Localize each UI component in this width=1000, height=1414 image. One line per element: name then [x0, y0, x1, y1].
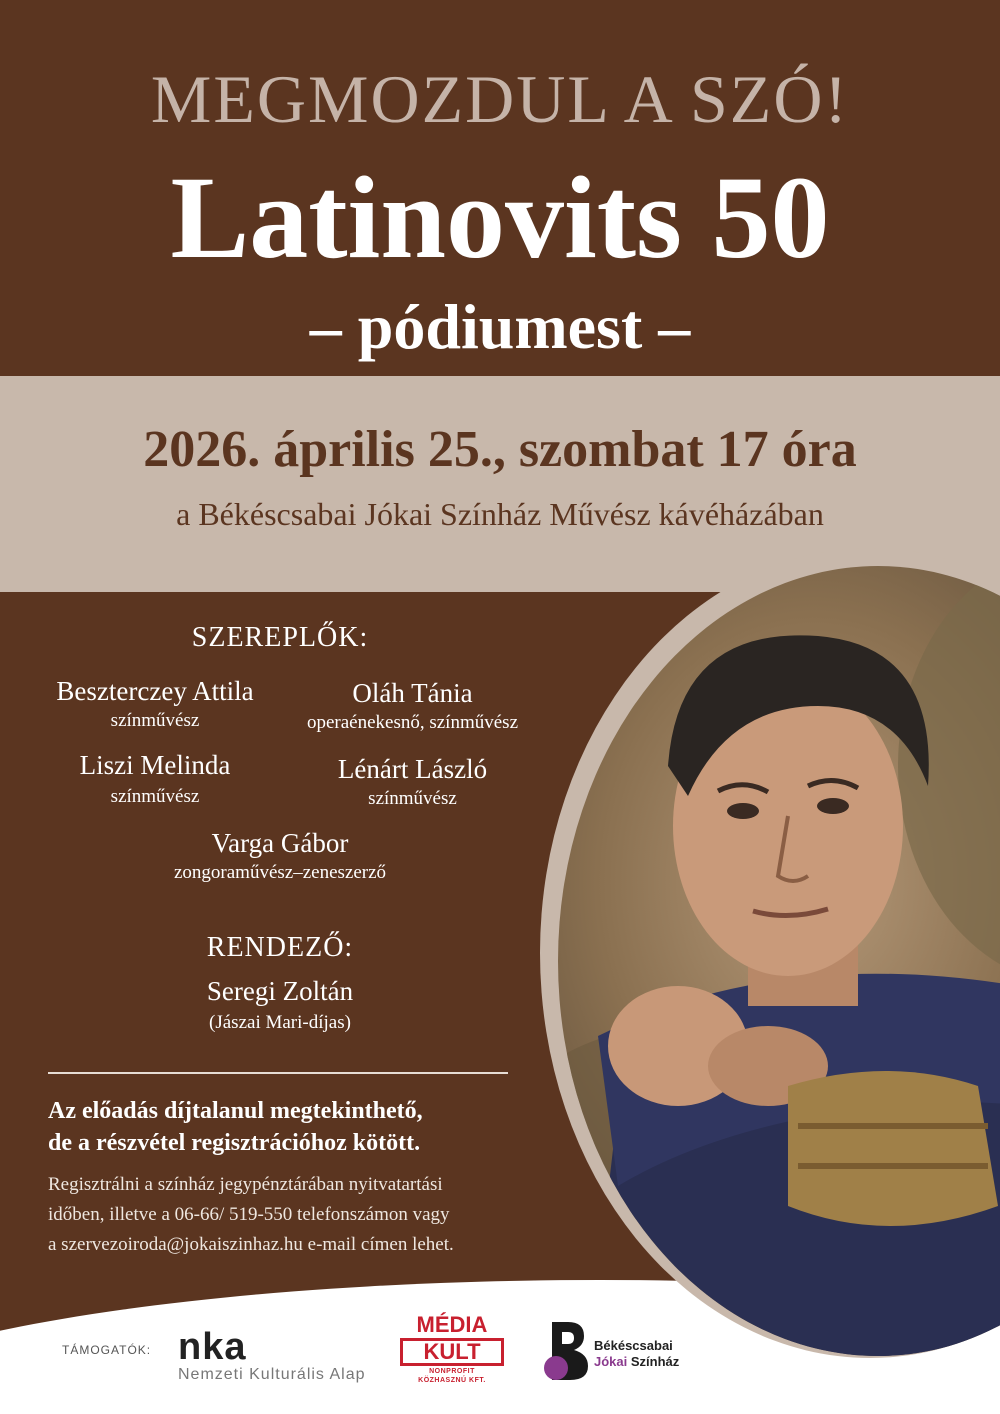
- director-name: Seregi Zoltán: [206, 976, 354, 1006]
- mediakult-small1: NONPROFIT: [429, 1368, 475, 1375]
- kicker-title: MEGMOZDUL A SZÓ!: [150, 61, 850, 137]
- cast-name: Oláh Tánia: [352, 678, 473, 708]
- theatre-name-line1: Békéscsabai: [594, 1338, 673, 1353]
- mediakult-top: MÉDIA: [416, 1312, 488, 1337]
- notice-line: Az előadás díjtalanul megtekinthető,: [48, 1098, 423, 1124]
- nka-logo: nka: [178, 1326, 247, 1368]
- cast-role: színművész: [110, 786, 200, 807]
- cast-role: zongoraművész–zeneszerző: [173, 862, 387, 883]
- mediakult-logo: [400, 1314, 504, 1384]
- portrait-photo: [558, 566, 1000, 1356]
- cast-role: operaénekesnő, színművész: [306, 712, 519, 733]
- event-date: 2026. április 25., szombat 17 óra: [143, 421, 857, 478]
- info-line: időben, illetve a 06-66/ 519-550 telefonszámon vagy: [48, 1204, 450, 1225]
- sponsors-label: TÁMOGATÓK:: [62, 1343, 152, 1357]
- event-venue: a Békéscsabai Jókai Színház Művész kávéházában: [176, 496, 824, 532]
- divider: [48, 1072, 508, 1074]
- theatre-name-jokai: Jókai: [594, 1354, 628, 1369]
- cast-name: Lénárt László: [337, 754, 488, 784]
- director-heading: RENDEZŐ:: [206, 932, 354, 963]
- portrait-illustration: [558, 566, 1000, 1356]
- cast-heading: SZEREPLŐK:: [191, 622, 369, 653]
- portrait-frame: [540, 548, 1000, 1358]
- notice-line: de a részvétel regisztrációhoz kötött.: [48, 1130, 421, 1156]
- nka-full-name: Nemzeti Kulturális Alap: [178, 1366, 366, 1383]
- cast-name: Beszterczey Attila: [56, 676, 254, 706]
- info-line: a szervezoiroda@jokaiszinhaz.hu e-mail címen lehet.: [48, 1234, 454, 1255]
- theatre-name-line2: [594, 1354, 679, 1369]
- theatre-logo-icon: [538, 1318, 592, 1384]
- cast-name: Liszi Melinda: [79, 750, 231, 780]
- subtitle: – pódiumest –: [309, 291, 691, 362]
- theatre-name-szinhaz: Színház: [630, 1354, 680, 1369]
- director-note: (Jászai Mari-díjas): [209, 1012, 351, 1033]
- cast-role: színművész: [368, 788, 457, 809]
- mediakult-small2: KÖZHASZNÚ KFT.: [418, 1377, 486, 1384]
- info-line: Regisztrálni a színház jegypénztárában nyitvatartási: [48, 1174, 443, 1195]
- cast-name: Varga Gábor: [211, 828, 349, 858]
- main-title: Latinovits 50: [170, 152, 830, 283]
- cast-role: színművész: [110, 710, 200, 731]
- mediakult-kult: KULT: [400, 1338, 504, 1366]
